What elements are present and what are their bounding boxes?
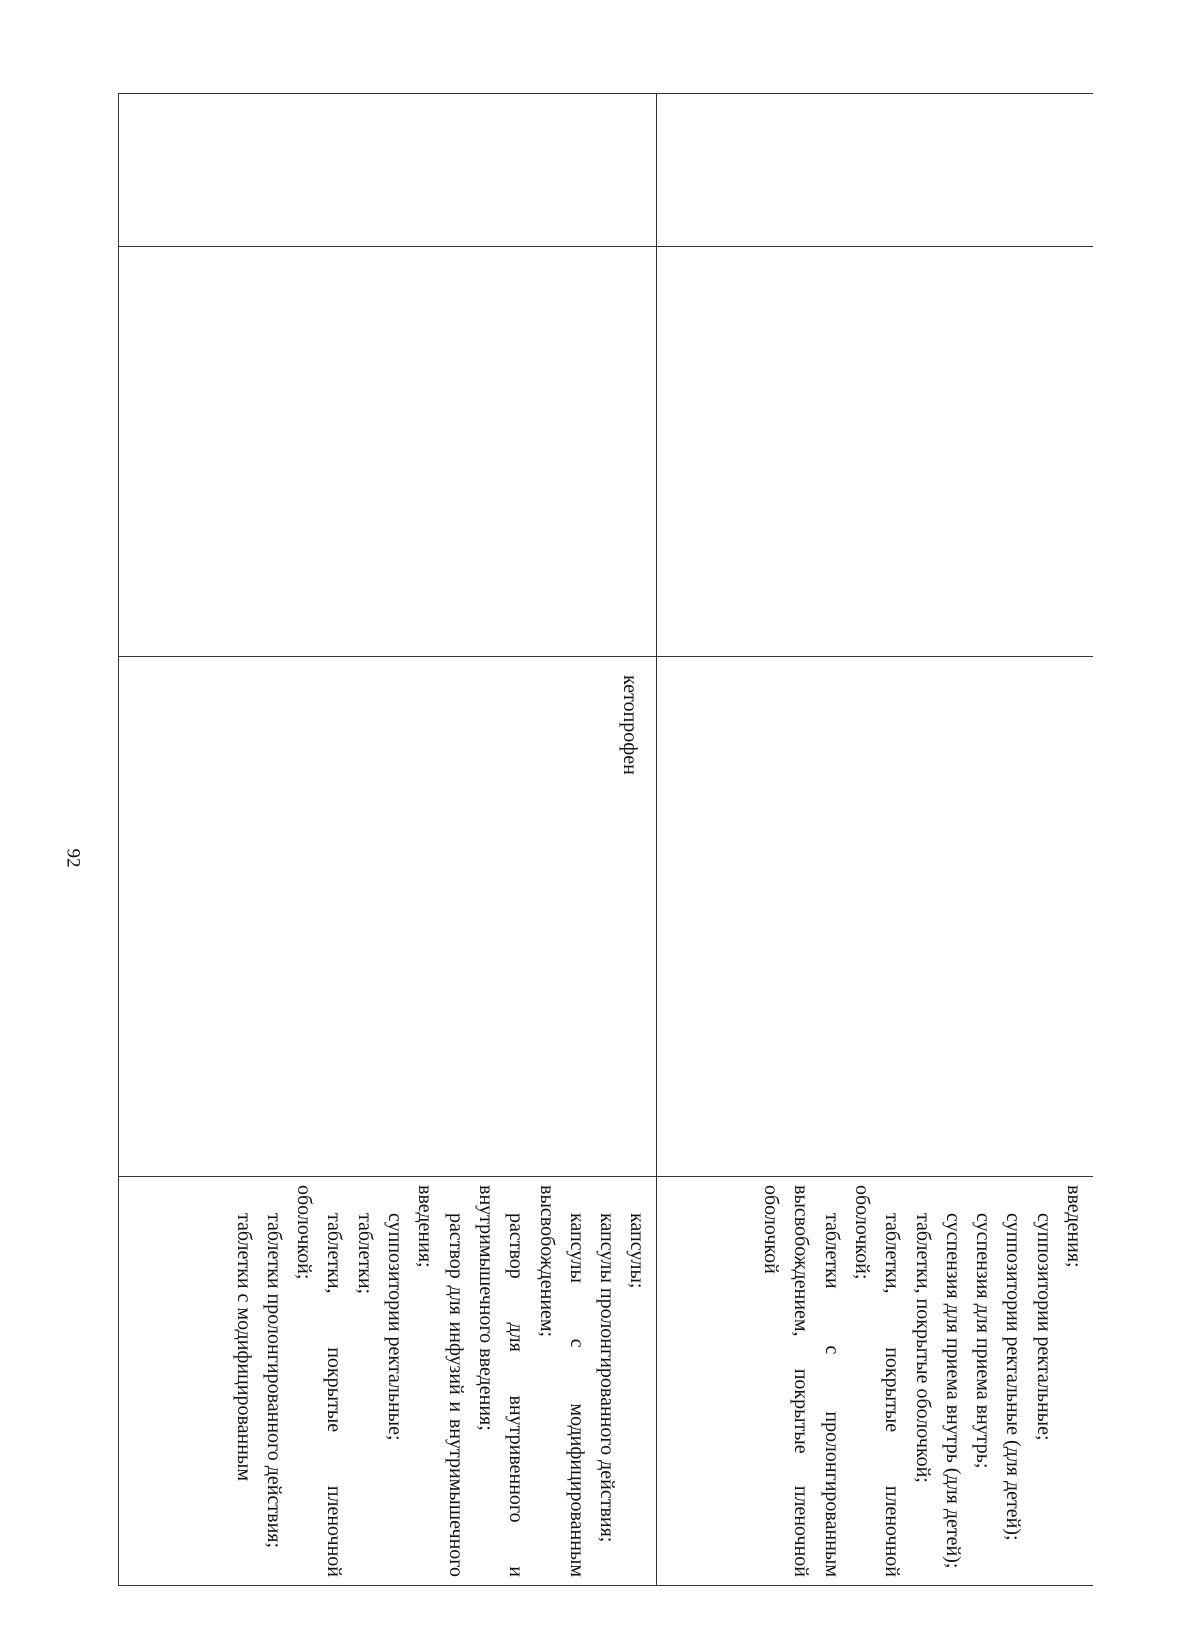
list-item: таблетки с пролонгированным высвобождением, покрытые пленочной оболочкой xyxy=(760,1185,843,1577)
dosage-forms-list xyxy=(228,1177,656,1585)
list-item: таблетки пролонгированного действия; xyxy=(262,1213,285,1549)
list-item: раствор для инфузий и внутримышечного введения; xyxy=(414,1185,467,1577)
drug-name-cell xyxy=(118,656,656,1176)
list-item: таблетки, покрытые оболочкой; xyxy=(911,1213,934,1483)
list-item: суспензия для приема внутрь (для детей); xyxy=(941,1213,964,1569)
dosage-forms-cell xyxy=(657,1176,1093,1586)
atc-code-cell xyxy=(118,93,656,246)
atc-group-cell xyxy=(118,246,656,656)
table-row xyxy=(657,93,1093,1586)
list-item: суппозитории ректальные; xyxy=(384,1213,407,1441)
drug-table-frame xyxy=(118,93,1093,1586)
list-item: введения; xyxy=(1063,1185,1085,1268)
atc-group-cell xyxy=(657,246,1093,656)
list-item: капсулы с модифицированным высвобождением; xyxy=(535,1185,588,1577)
drug-name-cell xyxy=(657,656,1093,1176)
list-item: суппозитории ректальные; xyxy=(1032,1213,1055,1441)
table-row xyxy=(118,93,657,1586)
drug-table xyxy=(118,93,1093,1586)
list-item: таблетки, покрытые пленочной оболочкой; xyxy=(850,1185,904,1577)
list-item: капсулы; xyxy=(626,1213,649,1289)
atc-code-cell xyxy=(657,93,1093,246)
list-item: раствор для внутривенного и внутримышечного введения; xyxy=(474,1185,528,1577)
drug-name: кетопрофен xyxy=(619,675,642,775)
list-item: таблетки, покрытые пленочной оболочкой; xyxy=(293,1185,346,1577)
dosage-forms-list xyxy=(756,1177,1093,1585)
dosage-forms-cell xyxy=(118,1176,656,1586)
list-item: капсулы пролонгированного действия; xyxy=(596,1213,619,1543)
list-item: таблетки; xyxy=(353,1213,376,1295)
page-number: 92 xyxy=(62,848,83,868)
list-item: суспензия для приема внутрь; xyxy=(972,1213,995,1469)
list-item: суппозитории ректальные (для детей); xyxy=(1002,1213,1025,1541)
list-item: таблетки с модифицированным xyxy=(232,1213,255,1482)
